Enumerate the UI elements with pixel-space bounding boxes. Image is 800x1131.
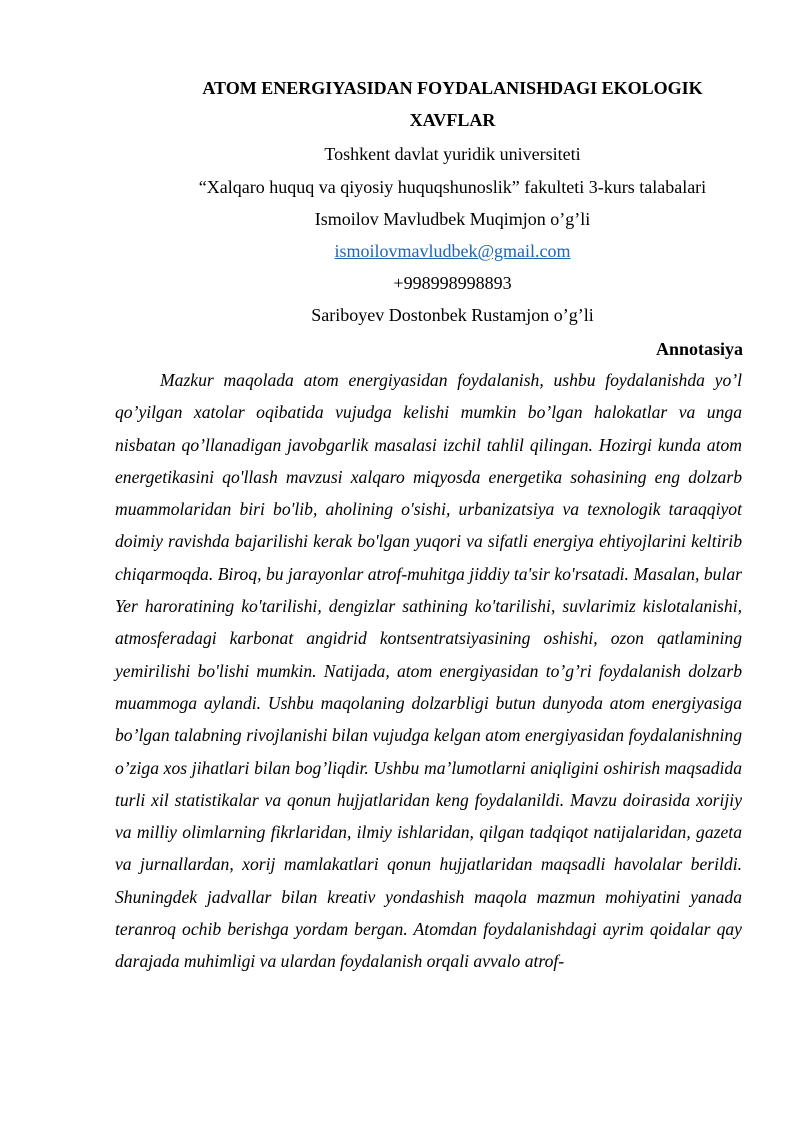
paper-title-line-1: ATOM ENERGIYASIDAN FOYDALANISHDAGI EKOLOGIK [202,78,703,98]
author-phone: +998998998893 [393,273,512,293]
faculty-line: “Xalqaro huquq va qiyosiy huquqshunoslik” fakulteti 3-kurs talabalari [198,177,707,197]
paper-title-line-2: XAVFLAR [409,110,496,130]
author-name-1: Ismoilov Mavludbek Muqimjon o’g’li [314,209,591,229]
author-name-2: Sariboyev Dostonbek Rustamjon o’g’li [311,305,594,325]
abstract-heading: Annotasiya [655,339,743,359]
author-email-row [115,239,790,263]
author-email-link[interactable]: ismoilovmavludbek@gmail.com [334,241,571,261]
university-name: Toshkent davlat yuridik universiteti [324,144,581,164]
abstract-paragraph: Mazkur maqolada atom energiyasidan foydalanish, ushbu foydalanishda yo’l qo’yilgan xatolar oqibatida vujudga kelishi mumkin bo’lgan halokatlar va unga nisbatan qo’llanadigan javobgarlik masalasi izchil tahlil qilingan. Hozirgi kunda atom energetikasini qo'llash mavzusi xalqaro miqyosda energetika sohasining eng dolzarb muammolaridan biri bo'lib, aholining o'sishi, urbanizatsiya va texnologik taraqqiyot doimiy ravishda bajarilishi kerak bo'lgan yuqori va sifatli energiya ehtiyojlarini keltirib chiqarmoqda. Biroq, bu jarayonlar atrof-muhitga jiddiy ta'sir ko'rsatadi. Masalan, bular Yer haroratining ko'tarilishi, dengizlar sathining ko'tarilishi, suvlarimiz kislotalanishi, atmosferadagi karbonat angidrid kontsentratsiyasining oshishi, ozon qatlamining yemirilishi bo'lishi mumkin. Natijada, atom energiyasidan to’g’ri foydalanish dolzarb muammoga aylandi. Ushbu maqolaning dolzarbligi butun dunyoda atom energiyasiga bo’lgan talabning rivojlanishi bilan vujudga kelgan atom energiyasidan foydalanishning o’ziga xos jihatlari bilan bog’liqdir. Ushbu ma’lumotlarni aniqligini oshirish maqsadida turli xil statistikalar va qonun hujjatlaridan keng foydalanildi. Mavzu doirasida xorijiy va milliy olimlarning fikrlaridan, ilmiy ishlaridan, qilgan tadqiqot natijalaridan, gazeta va jurnallardan, xorij mamlakatlari qonun hujjatlaridan maqsadli havolalar berildi. Shuningdek jadvallar bilan kreativ yondashish maqola mazmun mohiyatini yanada teranroq ochib berishga yordam bergan. Atomdan foydalanishdagi ayrim qoidalar qay darajada muhimligi va ulardan foydalanish orqali avvalo atrof- [115,370,742,972]
